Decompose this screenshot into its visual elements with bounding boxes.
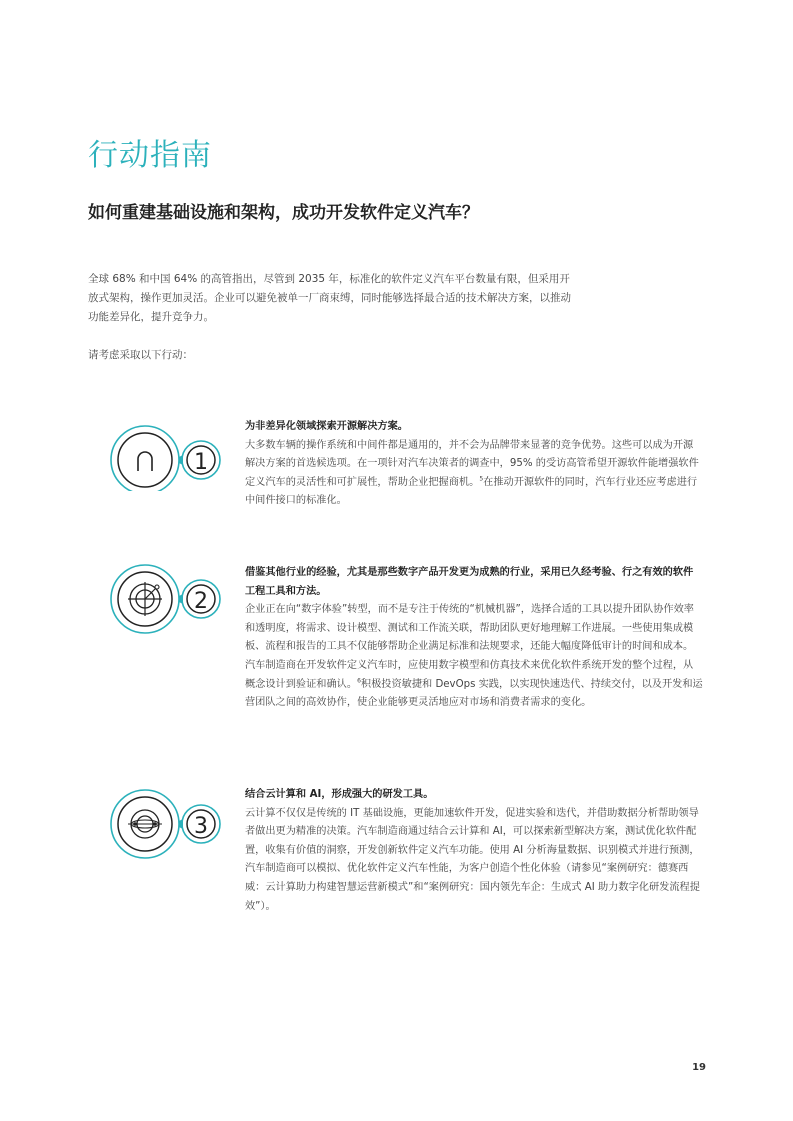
action-item [245,418,703,511]
item-number: 1 [194,450,208,475]
page-title: 行动指南 [88,138,212,173]
target-icon [104,563,240,635]
page-number: 19 [692,1062,706,1073]
footnote-marker: 5 [479,475,484,483]
item-title: 结合云计算和 AI，形成强大的研发工具。 [245,789,434,800]
footnote-marker: 6 [357,677,361,685]
item-title: 为非差异化领域探索开源解决方案。 [245,421,408,432]
item-number: 2 [194,589,208,614]
item-text: 企业正在向“数字体验”转型，而不是专注于传统的“机械机器”，选择合适的工具以提升团队协作效率和透明度，将需求、设计模型、测试和工作流关联，帮助团队更好地理解工作进展。一些使用集成模板、流程和报告的工具不仅能够帮助企业满足标准和法规要求，还能大幅度降低审计的时间和成本。汽车制造商在开发软件定义汽车时，应使用数字模型和仿真技术来优化软件系统开发的整个过程，从概念设计到验证和确认。$^6$积极投资敏捷和 DevOps 实践，以实现快速迭代、持续交付，以及开发和运营团队之间的高效协作，使企业能够更灵活地应对市场和消费者需求的变化。 [245,604,703,709]
item-number: 3 [194,814,208,839]
lead-text: 请考虑采取以下行动： [88,349,193,361]
action-item [245,564,703,713]
intro-paragraph: 全球 68% 和中国 64% 的高管指出，尽管到 2035 年，标准化的软件定义汽车平台数量有限，但采用开放式架构，操作更加灵活。企业可以避免被单一厂商束缚，同时能够选择最合适的技术解决方案，以推动功能差异化，提升竞争力。 [88,273,571,323]
page-subtitle: 如何重建基础设施和架构，成功开发软件定义汽车？ [88,203,479,223]
item-text: 大多数车辆的操作系统和中间件都是通用的，并不会为品牌带来显著的竞争优势。这些可以成为开源解决方案的首选候选项。在一项针对汽车决策者的调查中，95% 的受访高管希望开源软件能增强软件定义汽车的灵活性和可扩展性，帮助企业把握商机。$^5$在推动开源软件的同时，汽车行业还应考虑进行中间件接口的标准化。 [245,439,699,507]
action-item [245,786,703,916]
open-source-icon [104,419,240,491]
cloud-ai-icon [104,788,240,860]
item-title: 借鉴其他行业的经验，尤其是那些数字产品开发更为成熟的行业，采用已久经考验、行之有效的软件工程工具和方法。 [245,567,694,597]
item-text: 云计算不仅仅是传统的 IT 基础设施，更能加速软件开发，促进实验和迭代，并借助数据分析帮助领导者做出更为精准的决策。汽车制造商通过结合云计算和 AI，可以探索新型解决方案，测试优化软件配置，收集有价值的洞察，开发创新软件定义汽车功能。使用 AI 分析海量数据、识别模式并进行预测，汽车制造商可以模拟、优化软件定义汽车性能，为客户创造个性化体验（请参见“案例研究：德赛西威：云计算助力构建智慧运营新模式”和“案例研究：国内领先车企：生成式 AI 助力数字化研发流程提效”）。 [245,807,700,912]
